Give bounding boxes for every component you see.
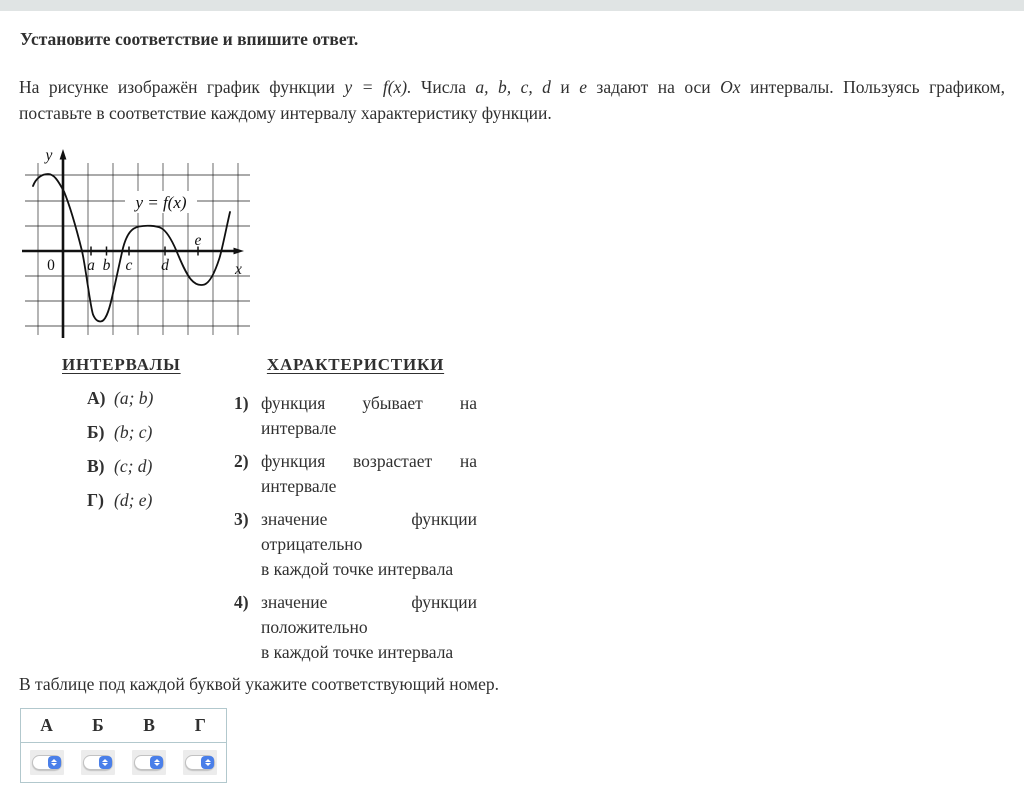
task-description-line1: На рисунке изображён график функции y = f(x). Числа a, b, c, d и e задают на оси Ox интервалы. Пользуясь графиком, bbox=[19, 77, 1005, 97]
interval-item-b bbox=[62, 422, 234, 443]
y-axis-arrow-icon bbox=[60, 149, 67, 160]
tick-label-b: b bbox=[102, 257, 111, 274]
answer-column-label-v: В bbox=[143, 715, 155, 735]
answer-select-a[interactable] bbox=[32, 755, 62, 770]
chevron-down-icon bbox=[51, 763, 57, 766]
interval-value: (a; b) bbox=[114, 388, 154, 408]
interval-letter: Г) bbox=[87, 490, 104, 510]
y-axis-label: y bbox=[45, 147, 53, 164]
answer-column-label-b: Б bbox=[92, 715, 104, 735]
chevron-down-icon bbox=[205, 763, 211, 766]
interval-letter: В) bbox=[87, 456, 105, 476]
tick-label-c: c bbox=[125, 257, 133, 274]
characteristic-item-3 bbox=[234, 507, 477, 582]
answer-table-row bbox=[21, 743, 226, 782]
answer-select-v[interactable] bbox=[134, 755, 164, 770]
intervals-column bbox=[62, 355, 234, 665]
characteristic-number: 4) bbox=[234, 592, 249, 612]
characteristic-line: отрицательно bbox=[261, 534, 363, 554]
characteristics-column bbox=[234, 355, 477, 665]
characteristic-item-1 bbox=[234, 391, 477, 441]
interval-value: (d; e) bbox=[114, 490, 153, 510]
task-title: Установите соответствие и впишите ответ. bbox=[20, 29, 359, 49]
characteristic-line: интервале bbox=[261, 418, 337, 438]
tick-label-d: d bbox=[161, 257, 169, 274]
interval-letter: А) bbox=[87, 388, 106, 408]
characteristic-line: интервале bbox=[261, 476, 337, 496]
characteristic-number: 1) bbox=[234, 393, 249, 413]
answer-column-label-a: А bbox=[40, 715, 53, 735]
characteristic-line: значение функции bbox=[261, 592, 477, 612]
interval-item-g bbox=[62, 490, 234, 511]
stepper-icon[interactable] bbox=[48, 756, 61, 769]
characteristics-header: ХАРАКТЕРИСТИКИ bbox=[266, 355, 445, 374]
task-description-line2: поставьте в соответствие каждому интервалу характеристику функции. bbox=[19, 103, 552, 123]
tick-label-a: a bbox=[87, 257, 95, 274]
answer-table bbox=[20, 708, 227, 783]
answer-select-g[interactable] bbox=[185, 755, 215, 770]
characteristic-line: в каждой точке интервала bbox=[261, 559, 454, 579]
stepper-icon[interactable] bbox=[99, 756, 112, 769]
interval-item-v bbox=[62, 456, 234, 477]
characteristic-line: положительно bbox=[261, 617, 368, 637]
matching-section bbox=[19, 355, 1005, 665]
chevron-up-icon bbox=[205, 759, 211, 762]
characteristic-line: функция убывает на bbox=[261, 393, 477, 413]
intervals-header: ИНТЕРВАЛЫ bbox=[62, 355, 181, 374]
characteristic-line: в каждой точке интервала bbox=[261, 642, 454, 662]
origin-label: 0 bbox=[47, 257, 55, 274]
chevron-up-icon bbox=[102, 759, 108, 762]
answer-table-header bbox=[21, 709, 226, 743]
x-axis-label: x bbox=[235, 261, 242, 278]
interval-letter: Б) bbox=[87, 422, 105, 442]
chevron-up-icon bbox=[154, 759, 160, 762]
task-description bbox=[19, 74, 1005, 126]
characteristic-number: 2) bbox=[234, 451, 249, 471]
function-graph bbox=[22, 145, 254, 342]
interval-item-a bbox=[62, 388, 234, 409]
table-instruction: В таблице под каждой буквой укажите соответствующий номер. bbox=[19, 674, 499, 694]
curve-label: y = f(x) bbox=[135, 193, 187, 212]
chevron-up-icon bbox=[51, 759, 57, 762]
characteristic-item-2 bbox=[234, 449, 477, 499]
stepper-icon[interactable] bbox=[150, 756, 163, 769]
tick-label-e: e bbox=[194, 232, 202, 249]
characteristic-number: 3) bbox=[234, 509, 249, 529]
interval-value: (c; d) bbox=[114, 456, 153, 476]
stepper-icon[interactable] bbox=[201, 756, 214, 769]
top-bar bbox=[0, 0, 1024, 11]
chevron-down-icon bbox=[102, 763, 108, 766]
interval-value: (b; c) bbox=[114, 422, 153, 442]
characteristic-line: функция возрастает на bbox=[261, 451, 477, 471]
x-axis-arrow-icon bbox=[234, 248, 245, 255]
chevron-down-icon bbox=[154, 763, 160, 766]
task-page bbox=[0, 29, 1024, 783]
characteristic-line: значение функции bbox=[261, 509, 477, 529]
answer-column-label-g: Г bbox=[194, 715, 206, 735]
characteristic-item-4 bbox=[234, 590, 477, 665]
grid-lines bbox=[25, 163, 250, 335]
answer-select-b[interactable] bbox=[83, 755, 113, 770]
